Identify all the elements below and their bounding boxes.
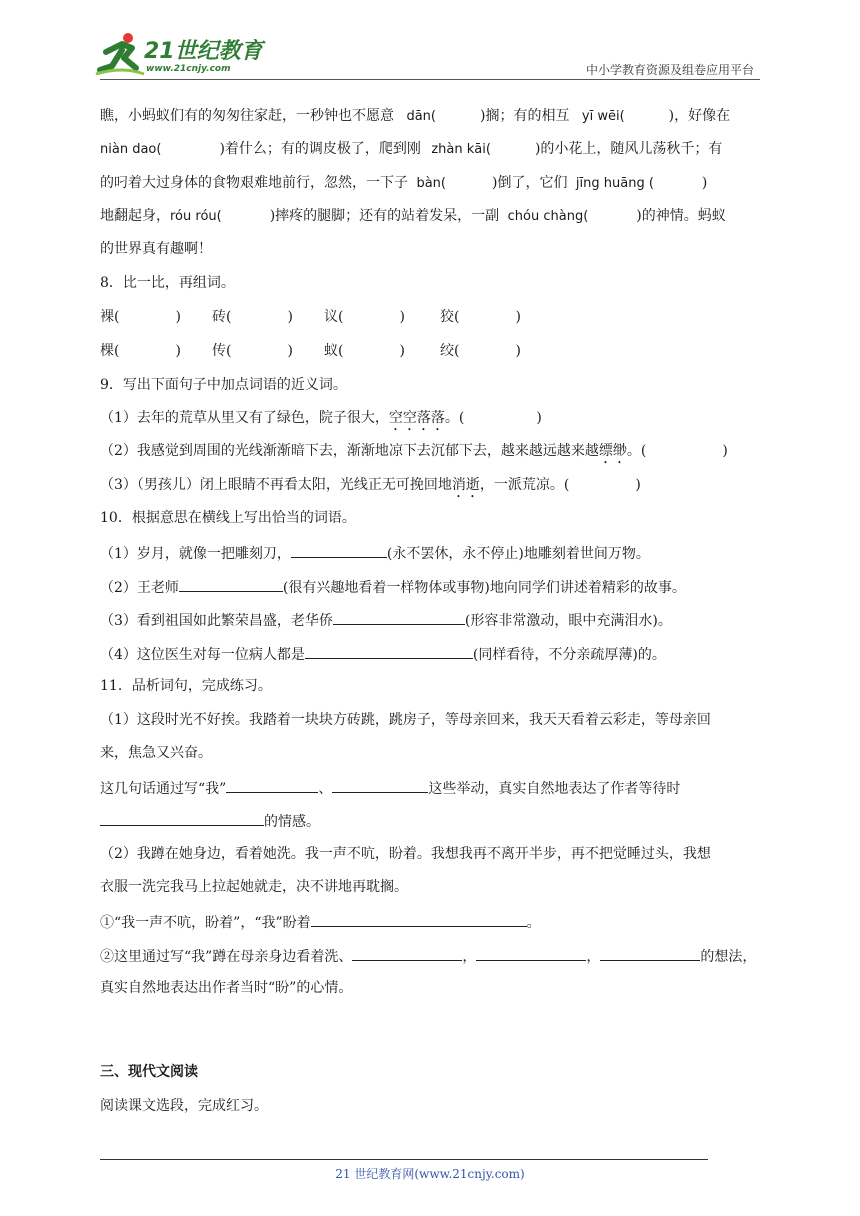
q7-line-4: [100, 206, 726, 226]
compare-item[interactable]: 传( ): [212, 343, 293, 359]
header-divider: [100, 79, 760, 80]
pinyin-jinghuang: jīng huāng (: [575, 176, 654, 191]
compare-item[interactable]: 蚁( ): [324, 343, 405, 359]
answer-blank[interactable]: [311, 911, 527, 927]
answer-blank[interactable]: [100, 810, 264, 826]
compare-item[interactable]: 棵( ): [100, 343, 181, 359]
q10-sentence-2: （2）王老师 (很有兴趣地看着一样物体或事物)地向同学们讲述着精彩的故事。: [100, 576, 686, 596]
q10-sentence-4: （4）这位医生对每一位病人都是 (同样看待，不分亲疏厚薄)的。: [100, 643, 666, 663]
q7-line-1: [100, 106, 730, 126]
platform-name: 中小学教育资源及组卷应用平台: [585, 63, 754, 77]
q9-title: 9．写出下面句子中加点词语的近义词。: [100, 377, 347, 393]
q10-sentence-3: （3）看到祖国如此繁荣昌盛，老华侨 (形容非常激动，眼中充满泪水)。: [100, 609, 672, 629]
compare-item[interactable]: 议( ): [324, 309, 405, 325]
pinyin-dan: dān(: [406, 109, 436, 124]
answer-blank[interactable]: [179, 576, 283, 592]
q8-title: 8．比一比，再组词。: [100, 275, 235, 291]
q7-text: 的叼着大过身体的食物艰难地前行，忽然，一下子: [100, 175, 408, 191]
q8-row-2: [100, 341, 552, 361]
answer-blank[interactable]: [600, 945, 700, 961]
answer-blank[interactable]: [476, 945, 586, 961]
q7-line-2: [100, 139, 722, 159]
pinyin-rourou: róu róu(: [170, 209, 222, 224]
q11-subquestion-1: ①“我一声不吭，盼着”，“我”盼着 。: [100, 911, 541, 931]
q7-line-3: [100, 173, 707, 193]
compare-item[interactable]: 裸( ): [100, 309, 181, 325]
q7-text: )着什么；有的调皮极了，爬到刚: [219, 141, 421, 157]
q7-text: ): [701, 175, 708, 191]
q7-text: )的小花上，随风儿荡秋千；有: [534, 141, 723, 157]
q7-text: )的神情。蚂蚁: [636, 208, 726, 224]
section-3-title: 三、现代文阅读: [100, 1064, 198, 1080]
q7-text: )摔疼的腿脚；还有的站着发呆，一副: [269, 208, 500, 224]
dotted-word: 空空落落: [388, 410, 445, 426]
q11-passage-1-line-1: （1）这段时光不好挨。我踏着一块块方砖跳，跳房子，等母亲回来，我天天看着云彩走，等母亲回: [100, 712, 711, 728]
pinyin-chouchang: chóu chàng(: [507, 209, 589, 224]
q10-title: 10．根据意思在横线上写出恰当的词语。: [100, 510, 356, 526]
q8-row-1: [100, 307, 552, 327]
q11-question-1: 这几句话通过写“我” 、 这些举动，真实自然地表达了作者等待时: [100, 777, 680, 797]
compare-item[interactable]: 狡( ): [440, 309, 521, 325]
pinyin-yiwei: yī wēi(: [581, 109, 625, 124]
section-3-intro: 阅读课文选段，完成红习。: [100, 1098, 268, 1114]
answer-blank[interactable]: [305, 643, 473, 659]
compare-item[interactable]: 绞( ): [440, 343, 521, 359]
pinyin-zhankai: zhàn kāi(: [431, 142, 491, 157]
answer-blank[interactable]: [333, 609, 465, 625]
q9-sentence-1: （1）去年的荒草从里又有了绿色，院子很大，空空落落。( ): [100, 410, 542, 426]
footer-divider: [100, 1159, 708, 1160]
q11-question-1-cont: 的情感。: [100, 810, 320, 830]
compare-item[interactable]: 砖( ): [212, 309, 293, 325]
pinyin-niandao: niàn dao(: [100, 142, 162, 157]
answer-blank[interactable]: [226, 777, 318, 793]
answer-blank[interactable]: [332, 777, 428, 793]
q7-text: 地翻起身，: [100, 208, 170, 224]
q11-subquestion-2-cont: 真实自然地表达出作者当时“盼”的心情。: [100, 980, 353, 996]
logo-text: 21世纪教育: [144, 39, 263, 64]
pinyin-ban: bàn(: [416, 176, 446, 191]
q7-text: )倒了，它们: [491, 175, 568, 191]
q11-title: 11．品析词句，完成练习。: [100, 678, 272, 694]
q11-passage-2-line-2: 衣服一洗完我马上拉起她就走，决不讲地再耽搁。: [100, 879, 408, 895]
q11-passage-2-line-1: （2）我蹲在她身边，看着她洗。我一声不吭，盼着。我想我再不离开半步，再不把觉睡过头，我想: [100, 846, 711, 862]
dotted-word: 消逝: [451, 477, 480, 493]
logo-url: www.21cnjy.com: [146, 64, 231, 74]
q7-line-5: 的世界真有趣啊！: [100, 241, 212, 257]
page-header: [0, 0, 860, 84]
q9-sentence-2: （2）我感觉到周围的光线渐渐暗下去，渐渐地凉下去沉郁下去，越来越远越来越缥缈。( ): [100, 443, 728, 459]
q9-sentence-3: （3）（男孩儿）闭上眼睛不再看太阳，光线正无可挽回地消逝，一派荒凉。( ): [100, 477, 641, 493]
q11-passage-1-line-2: 来，焦急又兴奋。: [100, 745, 212, 761]
q7-text: )搁；有的相互: [479, 108, 570, 124]
q10-sentence-1: （1）岁月，就像一把雕刻刀， (永不罢休，永不停止)地雕刻着世间万物。: [100, 542, 650, 562]
footer-link[interactable]: 21 世纪教育网(www.21cnjy.com): [335, 1167, 525, 1181]
q7-text: )，好像在: [668, 108, 731, 124]
answer-blank[interactable]: [291, 542, 387, 558]
q11-subquestion-2: ②这里通过写“我”蹲在母亲身边看着洗、 ， ， 的想法，: [100, 945, 756, 965]
dotted-word: 缥缈: [598, 443, 627, 459]
q7-text: 瞧，小蚂蚁们有的匆匆往家赶，一秒钟也不愿意: [100, 108, 394, 124]
answer-blank[interactable]: [352, 945, 462, 961]
